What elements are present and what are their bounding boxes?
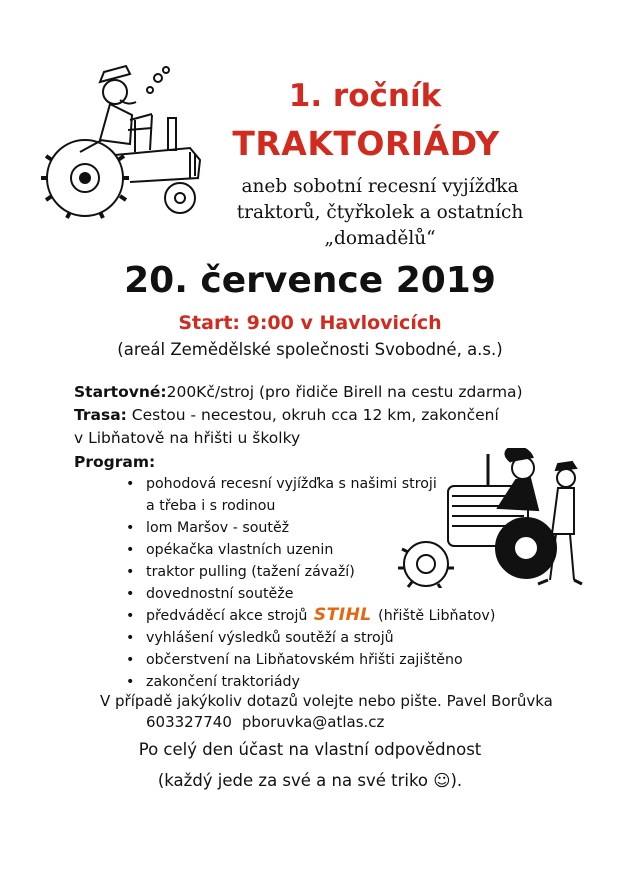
program-item-text: traktor pulling (tažení závaží) — [146, 564, 355, 580]
program-item — [112, 671, 492, 693]
venue: (areál Zemědělské společnosti Svobodné, a.s.) — [117, 340, 503, 359]
program-item — [112, 517, 492, 539]
subtitle-line-2: traktorů, čtyřkolek a ostatních — [236, 202, 524, 223]
program-label: Program: — [74, 453, 156, 471]
program-item-text: opékačka vlastních uzenin — [146, 542, 334, 558]
program-item-text: předváděcí akce strojů — [146, 608, 308, 624]
responsibility-note: Po celý den účast na vlastní odpovědnost — [138, 740, 482, 759]
program-item-text: dovednostní soutěže — [146, 586, 294, 602]
contact-details — [146, 713, 384, 731]
program-list — [112, 473, 496, 693]
subtitle-line-3: „domadělů“ — [324, 228, 436, 249]
start-time: Start: 9:00 v Havlovicích — [178, 312, 442, 334]
main-title: TRAKTORIÁDY — [232, 124, 500, 163]
joke-note: (každý jede za své a na své triko ☺). — [157, 771, 463, 790]
route-line — [74, 406, 499, 424]
phone-number[interactable]: 603327740 — [146, 713, 232, 731]
program-item — [112, 649, 492, 671]
route-label: Trasa: — [74, 406, 127, 424]
program-item-text: občerstvení na Libňatovském hřišti zajištěno — [146, 652, 463, 668]
stihl-logo: STIHL — [313, 605, 372, 625]
edition-heading: 1. ročník — [288, 78, 442, 114]
subtitle-line-1: aneb sobotní recesní vyjížďka — [241, 176, 519, 197]
program-item — [112, 627, 492, 649]
fee-value: 200Kč/stroj (pro řidiče Birell na cestu zdarma) — [166, 383, 523, 401]
fee-label: Startovné: — [74, 383, 167, 401]
program-item-text: (hřiště Libňatov) — [378, 608, 496, 624]
program-item-text: vyhlášení výsledků soutěží a strojů — [146, 630, 394, 646]
program-item — [112, 539, 492, 561]
program-item-text: pohodová recesní vyjížďka s našimi stroji — [146, 476, 437, 492]
program-item-text: a třeba i s rodinou — [146, 498, 276, 514]
program-item — [112, 473, 492, 517]
program-item — [112, 561, 492, 583]
program-item — [112, 583, 492, 605]
route-text: Cestou - necestou, okruh cca 12 km, zakončení — [126, 406, 499, 424]
program-item — [112, 605, 496, 627]
fee-line — [74, 383, 523, 401]
event-date: 20. července 2019 — [124, 260, 496, 301]
program-item-text: lom Maršov - soutěž — [146, 520, 290, 536]
program-item-text: zakončení traktoriády — [146, 674, 300, 690]
email-address[interactable]: pboruvka@atlas.cz — [241, 713, 385, 731]
contact-line: V případě jakýkoliv dotazů volejte nebo pište. Pavel Borůvka — [100, 692, 553, 710]
route-line-2: v Libňatově na hřišti u školky — [74, 429, 301, 447]
